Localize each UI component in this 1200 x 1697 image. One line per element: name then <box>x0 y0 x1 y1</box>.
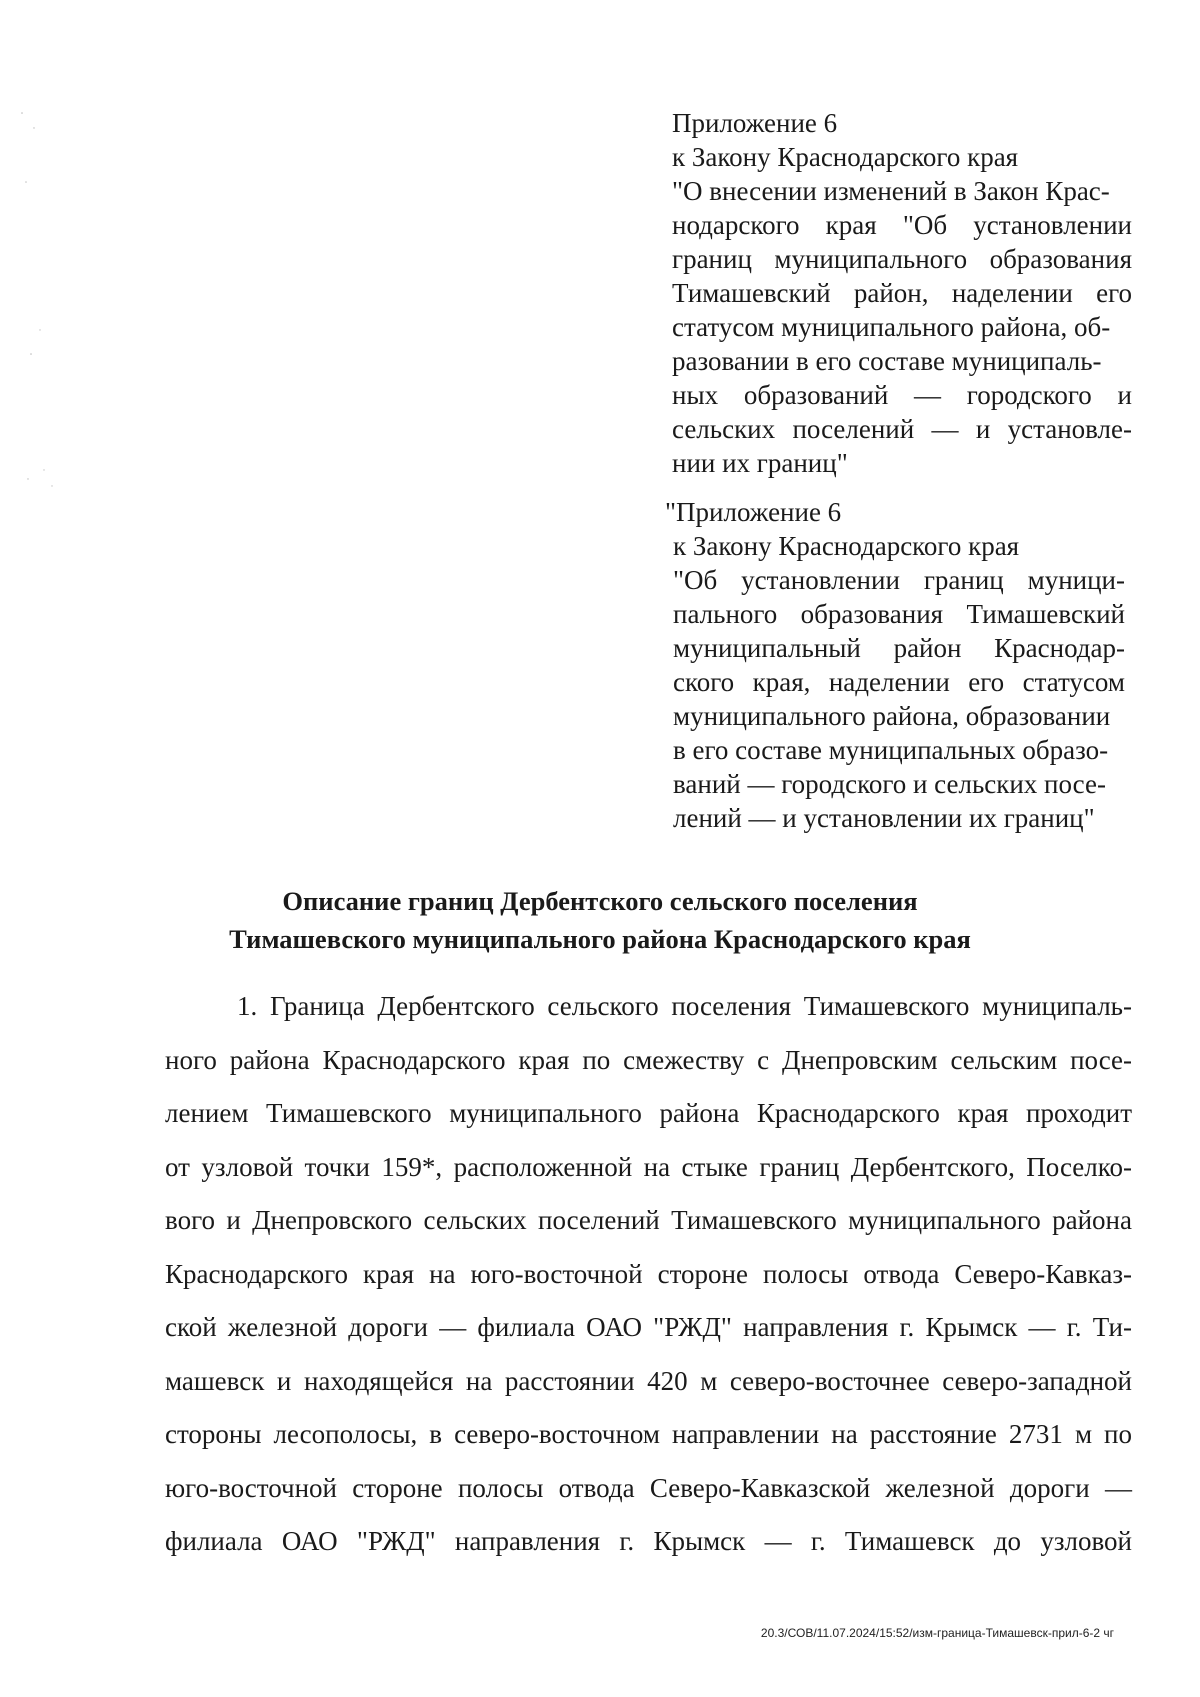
scan-noise-specks <box>0 0 80 600</box>
appendix-line: муниципальный район Краснодар- <box>673 633 1125 663</box>
appendix-line: ваний — городского и сельских посе- <box>673 769 1106 799</box>
appendix-line: ского края, наделении его статусом <box>673 667 1125 697</box>
body-line: ской железной дороги — филиала ОАО "РЖД" направления г. Крымск — г. Ти- <box>165 1312 1132 1342</box>
body-line: стороны лесополосы, в северо-восточном направлении на расстояние 2731 м по <box>165 1419 1132 1449</box>
body-line: 1. Граница Дербентского сельского поселения Тимашевского муниципаль- <box>237 991 1132 1021</box>
appendix-line: статусом муниципального района, об- <box>672 312 1111 342</box>
footer-file-reference: 20.3/СОВ/11.07.2024/15:52/изм-граница-Тимашевск-прил-6-2 чг <box>760 1626 1114 1640</box>
document-title <box>0 882 1200 958</box>
body-line: ного района Краснодарского края по смежеству с Днепровским сельским посе- <box>165 1044 1132 1075</box>
appendix-line: пального образования Тимашевский <box>673 599 1125 629</box>
appendix-line: к Закону Краснодарского края <box>673 531 1020 561</box>
body-line: вого и Днепровского сельских поселений Тимашевского муниципального района <box>165 1205 1132 1235</box>
title-line: Описание границ Дербентского сельского поселения <box>282 886 918 916</box>
body-line: лением Тимашевского муниципального района Краснодарского края проходит <box>165 1098 1132 1128</box>
appendix-line: "Об установлении границ муници- <box>673 565 1125 595</box>
appendix-line: разовании в его составе муниципаль- <box>672 346 1102 376</box>
appendix-line: в его составе муниципальных образо- <box>673 735 1109 765</box>
body-line: от узловой точки 159*, расположенной на стыке границ Дербентского, Поселко- <box>165 1151 1132 1182</box>
appendix-line: нии их границ" <box>672 448 848 478</box>
body-line: машевск и находящейся на расстоянии 420 м северо-восточнее северо-западной <box>165 1365 1132 1396</box>
appendix-line: Приложение 6 <box>672 108 838 138</box>
appendix-line: границ муниципального образования <box>672 244 1132 274</box>
appendix-line: Тимашевский район, наделении его <box>672 278 1132 308</box>
appendix-line: к Закону Краснодарского края <box>672 142 1019 172</box>
appendix-line: нодарского края "Об установлении <box>672 210 1132 240</box>
appendix-line: сельских поселений — и установле- <box>672 414 1132 444</box>
body-line: филиала ОАО "РЖД" направления г. Крымск — г. Тимашевск до узловой <box>165 1526 1132 1556</box>
appendix-header-new-wording <box>665 495 1125 835</box>
appendix-header-current-law <box>672 106 1132 480</box>
body-line: юго-восточной стороне полосы отвода Северо-Кавказской железной дороги — <box>165 1472 1132 1503</box>
appendix-line: муниципального района, образовании <box>673 701 1111 731</box>
title-line: Тимашевского муниципального района Краснодарского края <box>229 924 971 954</box>
appendix-line: "О внесении изменений в Закон Крас- <box>672 176 1110 206</box>
body-paragraph <box>165 980 1132 1569</box>
appendix-line: "Приложение 6 <box>665 497 842 527</box>
appendix-line: лений — и установлении их границ" <box>673 803 1095 833</box>
appendix-line: ных образований — городского и <box>672 380 1132 410</box>
body-line: Краснодарского края на юго-восточной стороне полосы отвода Северо-Кавказ- <box>165 1258 1132 1289</box>
